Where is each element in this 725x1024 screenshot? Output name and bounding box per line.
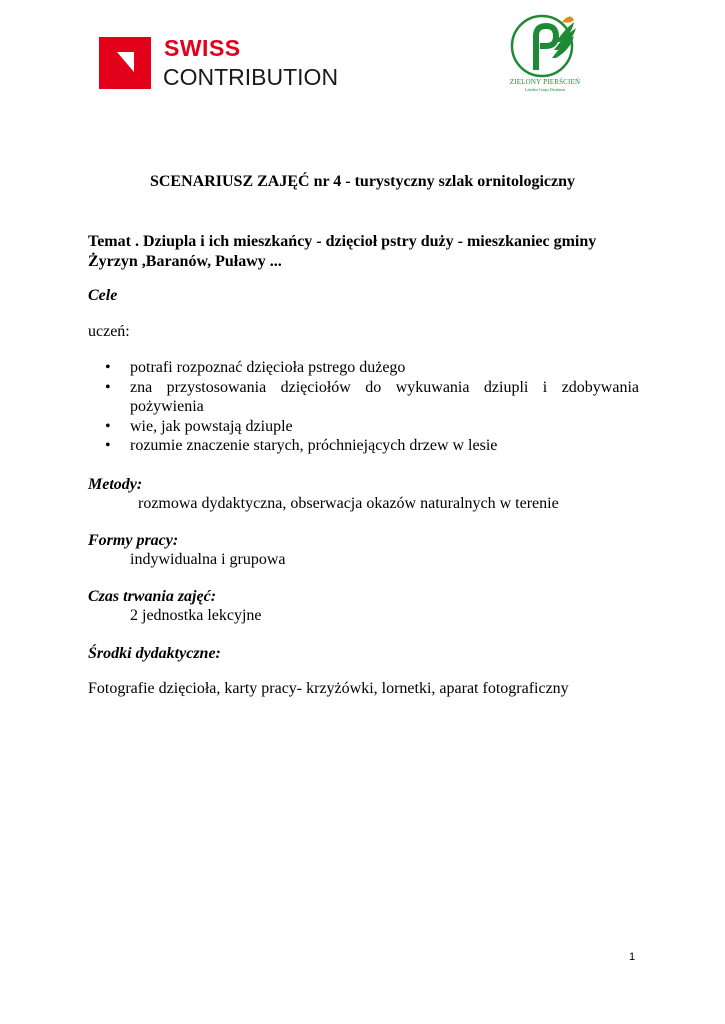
zielony-logo-line1: ZIELONY PIERŚCIEŃ: [509, 78, 581, 86]
aids-heading: Środki dydaktyczne:: [88, 645, 221, 662]
swiss-logo-line1: SWISS: [164, 35, 241, 61]
list-item: [105, 417, 639, 437]
zielony-pierscien-logo: [500, 14, 590, 94]
bullet-icon: •: [105, 417, 111, 435]
zielony-logo-line2: Lokalna Grupa Działania: [524, 87, 566, 92]
page-number: 1: [629, 951, 636, 963]
aids-text: Fotografie dzięcioła, karty pracy- krzyżówki, lornetki, aparat fotograficzny: [88, 680, 569, 697]
duration-text: 2 jednostka lekcyjne: [130, 607, 262, 624]
forms-text: indywidualna i grupowa: [130, 551, 286, 568]
bullet-icon: •: [105, 378, 111, 396]
list-item: [105, 436, 639, 456]
goals-heading: Cele: [88, 287, 118, 304]
list-item: [105, 358, 639, 378]
document-title: SCENARIUSZ ZAJĘĆ nr 4 - turystyczny szlak ornitologiczny: [149, 173, 576, 190]
goal-text: rozumie znaczenie starych, próchniejących drzew w lesie: [130, 437, 498, 454]
duration-heading: Czas trwania zajęć:: [88, 588, 217, 605]
methods-text: rozmowa dydaktyczna, obserwacja okazów naturalnych w terenie: [138, 495, 559, 512]
zielony-pierscien-emblem-icon: [500, 14, 590, 78]
goal-text: zna przystosowania dzięciołów do wykuwania dziupli i zdobywania pożywienia: [130, 378, 639, 415]
methods-heading: Metody:: [88, 476, 143, 493]
forms-heading: Formy pracy:: [88, 532, 179, 549]
list-item: [105, 378, 639, 417]
bullet-icon: •: [105, 437, 111, 454]
document-topic: Temat . Dziupla i ich mieszkańcy - dzięcioł pstry duży - mieszkaniec gminy Żyrzyn ,Baranów, Puławy ...: [88, 233, 597, 270]
goal-text: potrafi rozpoznać dzięcioła pstrego dużego: [130, 359, 406, 376]
swiss-contribution-logo: [99, 37, 359, 93]
goals-intro: uczeń:: [88, 323, 130, 340]
swiss-logo-line2: CONTRIBUTION: [163, 64, 339, 90]
goals-list: [105, 358, 639, 456]
bullet-icon: •: [105, 359, 111, 376]
swiss-cross-mark-icon: [99, 37, 151, 89]
goal-text: wie, jak powstają dziuple: [130, 417, 293, 435]
